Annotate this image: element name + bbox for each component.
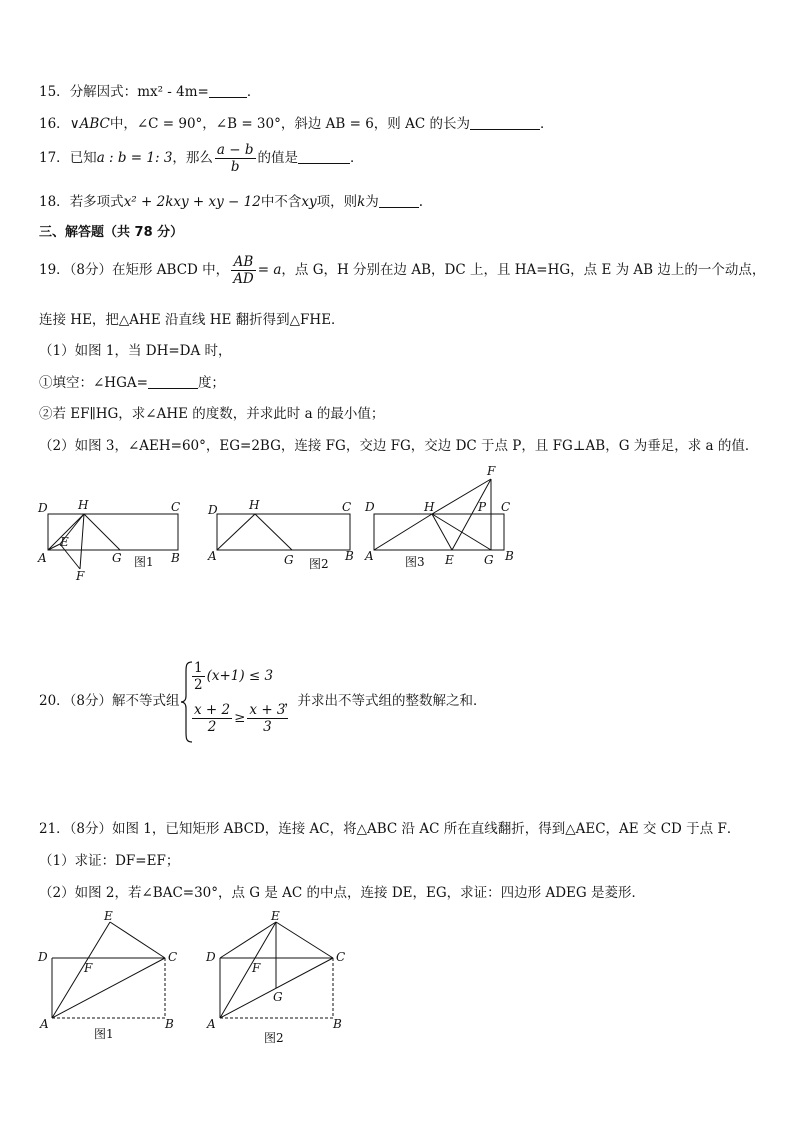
fig2-label-G: G xyxy=(284,553,294,567)
q21-fig2-label-A: A xyxy=(207,1017,216,1031)
q20-l2-left xyxy=(192,702,232,735)
question-18 xyxy=(39,193,423,211)
q21-fig2-caption: 图2 xyxy=(264,1031,284,1045)
q21-line1: 21．（8分）如图 1，已知矩形 ABCD，连接 AC，将△ABC 沿 AC 所在直线翻折，得到△AEC，AE 交 CD 于点 F． xyxy=(39,821,741,837)
q16-answer-blank xyxy=(470,117,540,130)
fig3-label-A: A xyxy=(365,549,374,563)
fig1-label-F: F xyxy=(76,569,85,583)
question-19-line1 xyxy=(39,254,765,287)
q20-l2-op: ≥ xyxy=(234,710,246,726)
q20-half-den: 2 xyxy=(194,677,203,693)
q17-text-a: 已知 xyxy=(69,150,97,166)
q20-half xyxy=(192,660,205,693)
fig1-caption: 图1 xyxy=(134,555,154,569)
question-15 xyxy=(39,83,260,101)
q20-inequality-1 xyxy=(190,660,273,693)
q20-inequality-2 xyxy=(190,702,290,735)
q21-fig1-label-E: E xyxy=(104,909,113,923)
q21-fig1-label-B: B xyxy=(165,1017,174,1031)
q20-half-num: 1 xyxy=(194,660,203,676)
question-17 xyxy=(39,142,364,175)
q20-l1-rest: (x+1) ≤ 3 xyxy=(206,668,274,684)
q21-fig1-label-A: A xyxy=(40,1017,49,1031)
q21-fig2-label-G: G xyxy=(273,990,283,1004)
q15-text: 分解因式： xyxy=(69,84,138,100)
q20-tail: ，并求出不等式组的整数解之和． xyxy=(284,693,487,709)
q19-number: 19．（8分）在矩形 ABCD 中， xyxy=(39,262,230,278)
q20-l2-left-num: x + 2 xyxy=(194,702,231,718)
fig3-label-B: B xyxy=(505,549,514,563)
q17-text-c: 的值是 xyxy=(257,150,299,166)
question-20-label: 20．（8分）解不等式组 xyxy=(39,693,180,709)
fig2-label-D: D xyxy=(208,503,218,517)
q17-end: ． xyxy=(350,150,364,166)
fig2-label-B: B xyxy=(345,549,354,563)
fig3-label-F: F xyxy=(487,464,496,478)
q21-fig1-label-F: F xyxy=(84,961,93,975)
q18-term: xy xyxy=(301,194,317,210)
q18-text-c: 项，则 xyxy=(316,194,358,210)
q21-fig2-label-B: B xyxy=(333,1017,342,1031)
q19-part1a-end: 度； xyxy=(197,375,225,391)
fig2-label-A: A xyxy=(208,549,217,563)
q18-end: . xyxy=(418,194,424,210)
q19-part1b: ②若 EF∥HG，求∠AHE 的度数，并求此时 a 的最小值； xyxy=(39,406,385,422)
q17-ratio: a : b = 1: 3 xyxy=(96,150,173,166)
q18-number: 18． xyxy=(39,194,70,210)
fig1-label-H: H xyxy=(78,498,89,512)
fig3-label-P: P xyxy=(478,500,487,514)
fig1-label-E: E xyxy=(60,535,69,549)
q15-number: 15． xyxy=(39,84,70,100)
fig1-label-G: G xyxy=(112,551,122,565)
q16-text: 中，∠C = 90°，∠B = 30°，斜边 AB = 6，则 AC 的长为 xyxy=(109,116,470,132)
fig3-label-E: E xyxy=(445,553,454,567)
fig2-label-H: H xyxy=(249,498,260,512)
q16-triangle: ∨ABC xyxy=(69,116,110,132)
q17-frac-den: b xyxy=(215,158,256,175)
q15-answer-blank xyxy=(209,85,247,98)
q17-fraction xyxy=(215,142,256,175)
q18-text-d: 为 xyxy=(365,194,379,210)
q20-l2-right xyxy=(247,702,287,735)
q21-fig2-label-F: F xyxy=(252,961,261,975)
q19-part1a xyxy=(39,374,225,392)
q19-frac-num: AB xyxy=(233,254,254,270)
q19-part1a-text: ①填空：∠HGA= xyxy=(39,375,148,391)
q17-text-b: ，那么 xyxy=(172,150,213,166)
q18-answer-blank xyxy=(379,195,419,208)
fig3-label-D: D xyxy=(365,500,375,514)
q17-frac-num: a − b xyxy=(216,142,254,158)
q21-fig1-caption: 图1 xyxy=(94,1027,114,1041)
q18-text-a: 若多项式 xyxy=(69,194,124,210)
q19-part2: （2）如图 3，∠AEH=60°，EG=2BG，连接 FG，交边 FG，交边 DC 于点 P，且 FG⊥AB，G 为垂足，求 a 的值． xyxy=(39,438,759,454)
q18-text-b: 中不含 xyxy=(260,194,302,210)
q19-frac-den: AD xyxy=(233,271,254,287)
q19-answer-blank xyxy=(148,376,198,389)
fig3-label-C: C xyxy=(501,500,511,514)
q16-end: ． xyxy=(539,116,554,132)
q21-part2: （2）如图 2，若∠BAC=30°，点 G 是 AC 的中点，连接 DE，EG，求证：四边形 ADEG 是菱形． xyxy=(39,885,645,901)
question-16 xyxy=(39,115,553,133)
q21-fig2-label-C: C xyxy=(336,950,346,964)
fig1-label-C: C xyxy=(171,500,181,514)
q20-l2-left-den: 2 xyxy=(192,718,232,735)
q21-part1: （1）求证：DF=EF； xyxy=(39,853,180,869)
q19-part1: （1）如图 1，当 DH=DA 时， xyxy=(39,343,232,359)
q21-fig1-label-C: C xyxy=(168,950,178,964)
q16-number: 16． xyxy=(39,116,70,132)
q19-fraction xyxy=(231,254,256,287)
q17-answer-blank xyxy=(298,151,350,164)
q19-text: ，点 G，H 分别在边 AB，DC 上，且 HA=HG，点 E 为 AB 边上的一个动点， xyxy=(281,262,766,278)
fig1-label-B: B xyxy=(171,551,180,565)
fig2-caption: 图2 xyxy=(309,557,329,571)
q20-l2-right-num: x + 3 xyxy=(249,702,286,718)
fig3-label-H: H xyxy=(424,500,435,514)
fig2-label-C: C xyxy=(342,500,352,514)
section-heading: 三、解答题（共 78 分） xyxy=(39,225,184,240)
fig3-label-G: G xyxy=(484,553,494,567)
q18-k: k xyxy=(357,194,366,210)
q19-figures xyxy=(30,462,530,584)
q15-end: ． xyxy=(246,84,261,100)
q15-expression: mx² - 4m= xyxy=(137,84,209,100)
q21-fig2-label-E: E xyxy=(271,909,280,923)
fig3-caption: 图3 xyxy=(405,555,425,569)
fig1-label-A: A xyxy=(38,551,47,565)
q21-fig1-label-D: D xyxy=(38,950,48,964)
q18-polynomial: x² + 2kxy + xy − 12 xyxy=(123,194,261,210)
q20-l2-right-den: 3 xyxy=(247,718,287,735)
q21-fig2-label-D: D xyxy=(206,950,216,964)
q21-figures xyxy=(30,908,370,1048)
q19-line2: 连接 HE，把△AHE 沿直线 HE 翻折得到△FHE． xyxy=(39,312,345,328)
q19-equals-a: = a xyxy=(257,262,282,278)
fig1-label-D: D xyxy=(38,501,48,515)
q17-number: 17． xyxy=(39,150,70,166)
